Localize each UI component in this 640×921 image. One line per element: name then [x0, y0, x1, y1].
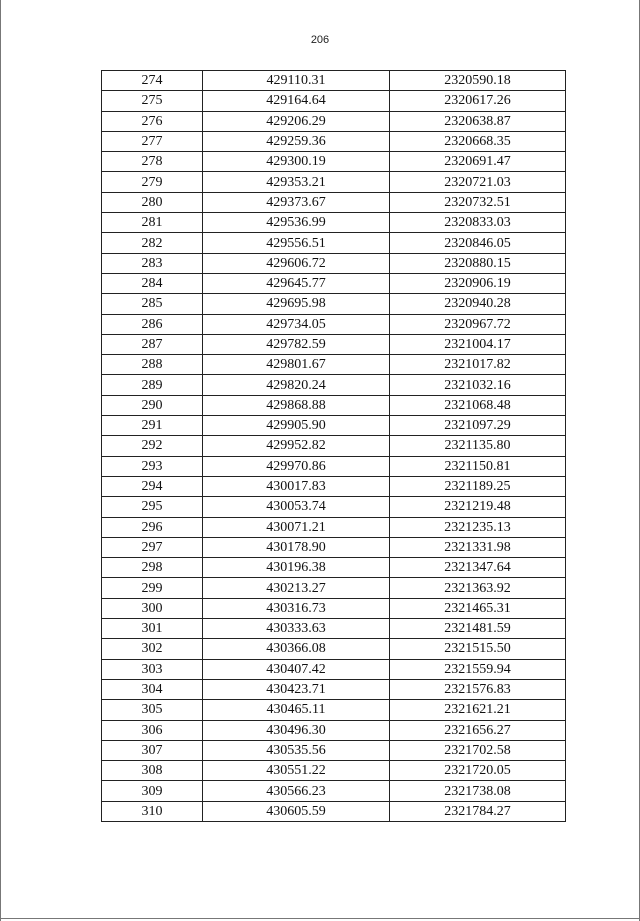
y-coordinate-cell: 2321347.64 — [390, 558, 566, 578]
table-row — [102, 558, 566, 578]
table-row — [102, 781, 566, 801]
x-coordinate-cell: 430551.22 — [203, 761, 390, 781]
point-number-cell: 301 — [102, 619, 203, 639]
page-number: 206 — [310, 34, 330, 46]
point-number-cell: 303 — [102, 659, 203, 679]
table-row — [102, 619, 566, 639]
y-coordinate-cell: 2321017.82 — [390, 355, 566, 375]
point-number-cell: 299 — [102, 578, 203, 598]
x-coordinate-cell: 429373.67 — [203, 192, 390, 212]
point-number-cell: 276 — [102, 111, 203, 131]
y-coordinate-cell: 2321097.29 — [390, 416, 566, 436]
point-number-cell: 300 — [102, 598, 203, 618]
point-number-cell: 281 — [102, 213, 203, 233]
y-coordinate-cell: 2320668.35 — [390, 131, 566, 151]
table-row — [102, 192, 566, 212]
table-row — [102, 355, 566, 375]
y-coordinate-cell: 2321363.92 — [390, 578, 566, 598]
y-coordinate-cell: 2321621.21 — [390, 700, 566, 720]
table-row — [102, 700, 566, 720]
y-coordinate-cell: 2321576.83 — [390, 679, 566, 699]
y-coordinate-cell: 2321004.17 — [390, 334, 566, 354]
y-coordinate-cell: 2320833.03 — [390, 213, 566, 233]
x-coordinate-cell: 430366.08 — [203, 639, 390, 659]
y-coordinate-cell: 2320906.19 — [390, 273, 566, 293]
table-row — [102, 233, 566, 253]
y-coordinate-cell: 2321032.16 — [390, 375, 566, 395]
y-coordinate-cell: 2320617.26 — [390, 91, 566, 111]
y-coordinate-cell: 2321559.94 — [390, 659, 566, 679]
table-row — [102, 476, 566, 496]
y-coordinate-cell: 2321235.13 — [390, 517, 566, 537]
point-number-cell: 293 — [102, 456, 203, 476]
table-row — [102, 679, 566, 699]
x-coordinate-cell: 430465.11 — [203, 700, 390, 720]
x-coordinate-cell: 429734.05 — [203, 314, 390, 334]
x-coordinate-cell: 429536.99 — [203, 213, 390, 233]
y-coordinate-cell: 2321068.48 — [390, 395, 566, 415]
point-number-cell: 309 — [102, 781, 203, 801]
point-number-cell: 291 — [102, 416, 203, 436]
x-coordinate-cell: 429905.90 — [203, 416, 390, 436]
x-coordinate-cell: 430213.27 — [203, 578, 390, 598]
point-number-cell: 278 — [102, 152, 203, 172]
point-number-cell: 284 — [102, 273, 203, 293]
point-number-cell: 282 — [102, 233, 203, 253]
y-coordinate-cell: 2321135.80 — [390, 436, 566, 456]
x-coordinate-cell: 430535.56 — [203, 740, 390, 760]
x-coordinate-cell: 430407.42 — [203, 659, 390, 679]
x-coordinate-cell: 430017.83 — [203, 476, 390, 496]
point-number-cell: 285 — [102, 294, 203, 314]
x-coordinate-cell: 430333.63 — [203, 619, 390, 639]
point-number-cell: 308 — [102, 761, 203, 781]
point-number-cell: 298 — [102, 558, 203, 578]
x-coordinate-cell: 429300.19 — [203, 152, 390, 172]
x-coordinate-cell: 429952.82 — [203, 436, 390, 456]
coordinate-table-body — [102, 71, 566, 822]
table-row — [102, 131, 566, 151]
point-number-cell: 304 — [102, 679, 203, 699]
table-row — [102, 111, 566, 131]
x-coordinate-cell: 430423.71 — [203, 679, 390, 699]
x-coordinate-cell: 429695.98 — [203, 294, 390, 314]
point-number-cell: 297 — [102, 537, 203, 557]
y-coordinate-cell: 2320691.47 — [390, 152, 566, 172]
x-coordinate-cell: 430053.74 — [203, 497, 390, 517]
x-coordinate-cell: 429606.72 — [203, 253, 390, 273]
table-row — [102, 740, 566, 760]
point-number-cell: 307 — [102, 740, 203, 760]
x-coordinate-cell: 430196.38 — [203, 558, 390, 578]
point-number-cell: 305 — [102, 700, 203, 720]
point-number-cell: 286 — [102, 314, 203, 334]
page-edge-bottom — [0, 918, 640, 919]
coordinate-table — [101, 70, 566, 822]
table-row — [102, 273, 566, 293]
x-coordinate-cell: 429556.51 — [203, 233, 390, 253]
point-number-cell: 289 — [102, 375, 203, 395]
table-row — [102, 497, 566, 517]
y-coordinate-cell: 2320940.28 — [390, 294, 566, 314]
table-row — [102, 172, 566, 192]
point-number-cell: 288 — [102, 355, 203, 375]
y-coordinate-cell: 2320590.18 — [390, 71, 566, 91]
x-coordinate-cell: 430316.73 — [203, 598, 390, 618]
point-number-cell: 280 — [102, 192, 203, 212]
point-number-cell: 306 — [102, 720, 203, 740]
table-row — [102, 639, 566, 659]
page-edge-left — [0, 0, 1, 921]
table-row — [102, 761, 566, 781]
x-coordinate-cell: 429868.88 — [203, 395, 390, 415]
point-number-cell: 294 — [102, 476, 203, 496]
table-row — [102, 395, 566, 415]
table-row — [102, 375, 566, 395]
table-row — [102, 801, 566, 821]
x-coordinate-cell: 430605.59 — [203, 801, 390, 821]
y-coordinate-cell: 2321656.27 — [390, 720, 566, 740]
y-coordinate-cell: 2321331.98 — [390, 537, 566, 557]
y-coordinate-cell: 2321720.05 — [390, 761, 566, 781]
table-row — [102, 537, 566, 557]
table-row — [102, 517, 566, 537]
x-coordinate-cell: 429164.64 — [203, 91, 390, 111]
table-row — [102, 152, 566, 172]
y-coordinate-cell: 2321738.08 — [390, 781, 566, 801]
x-coordinate-cell: 429782.59 — [203, 334, 390, 354]
table-row — [102, 436, 566, 456]
table-row — [102, 213, 566, 233]
table-row — [102, 71, 566, 91]
x-coordinate-cell: 429110.31 — [203, 71, 390, 91]
y-coordinate-cell: 2320638.87 — [390, 111, 566, 131]
table-row — [102, 253, 566, 273]
table-row — [102, 659, 566, 679]
x-coordinate-cell: 429353.21 — [203, 172, 390, 192]
point-number-cell: 302 — [102, 639, 203, 659]
x-coordinate-cell: 429820.24 — [203, 375, 390, 395]
x-coordinate-cell: 430566.23 — [203, 781, 390, 801]
point-number-cell: 296 — [102, 517, 203, 537]
x-coordinate-cell: 429645.77 — [203, 273, 390, 293]
x-coordinate-cell: 429801.67 — [203, 355, 390, 375]
point-number-cell: 274 — [102, 71, 203, 91]
x-coordinate-cell: 430071.21 — [203, 517, 390, 537]
y-coordinate-cell: 2321702.58 — [390, 740, 566, 760]
point-number-cell: 287 — [102, 334, 203, 354]
table-row — [102, 294, 566, 314]
x-coordinate-cell: 429970.86 — [203, 456, 390, 476]
y-coordinate-cell: 2320732.51 — [390, 192, 566, 212]
point-number-cell: 275 — [102, 91, 203, 111]
x-coordinate-cell: 430178.90 — [203, 537, 390, 557]
y-coordinate-cell: 2320967.72 — [390, 314, 566, 334]
x-coordinate-cell: 430496.30 — [203, 720, 390, 740]
x-coordinate-cell: 429259.36 — [203, 131, 390, 151]
y-coordinate-cell: 2320880.15 — [390, 253, 566, 273]
y-coordinate-cell: 2321219.48 — [390, 497, 566, 517]
table-row — [102, 334, 566, 354]
table-row — [102, 314, 566, 334]
y-coordinate-cell: 2321150.81 — [390, 456, 566, 476]
point-number-cell: 277 — [102, 131, 203, 151]
y-coordinate-cell: 2320846.05 — [390, 233, 566, 253]
point-number-cell: 295 — [102, 497, 203, 517]
table-row — [102, 598, 566, 618]
point-number-cell: 292 — [102, 436, 203, 456]
y-coordinate-cell: 2321784.27 — [390, 801, 566, 821]
point-number-cell: 290 — [102, 395, 203, 415]
table-row — [102, 720, 566, 740]
table-row — [102, 456, 566, 476]
point-number-cell: 283 — [102, 253, 203, 273]
x-coordinate-cell: 429206.29 — [203, 111, 390, 131]
table-row — [102, 91, 566, 111]
y-coordinate-cell: 2321189.25 — [390, 476, 566, 496]
point-number-cell: 279 — [102, 172, 203, 192]
y-coordinate-cell: 2321481.59 — [390, 619, 566, 639]
table-row — [102, 578, 566, 598]
table-row — [102, 416, 566, 436]
point-number-cell: 310 — [102, 801, 203, 821]
y-coordinate-cell: 2320721.03 — [390, 172, 566, 192]
y-coordinate-cell: 2321515.50 — [390, 639, 566, 659]
y-coordinate-cell: 2321465.31 — [390, 598, 566, 618]
